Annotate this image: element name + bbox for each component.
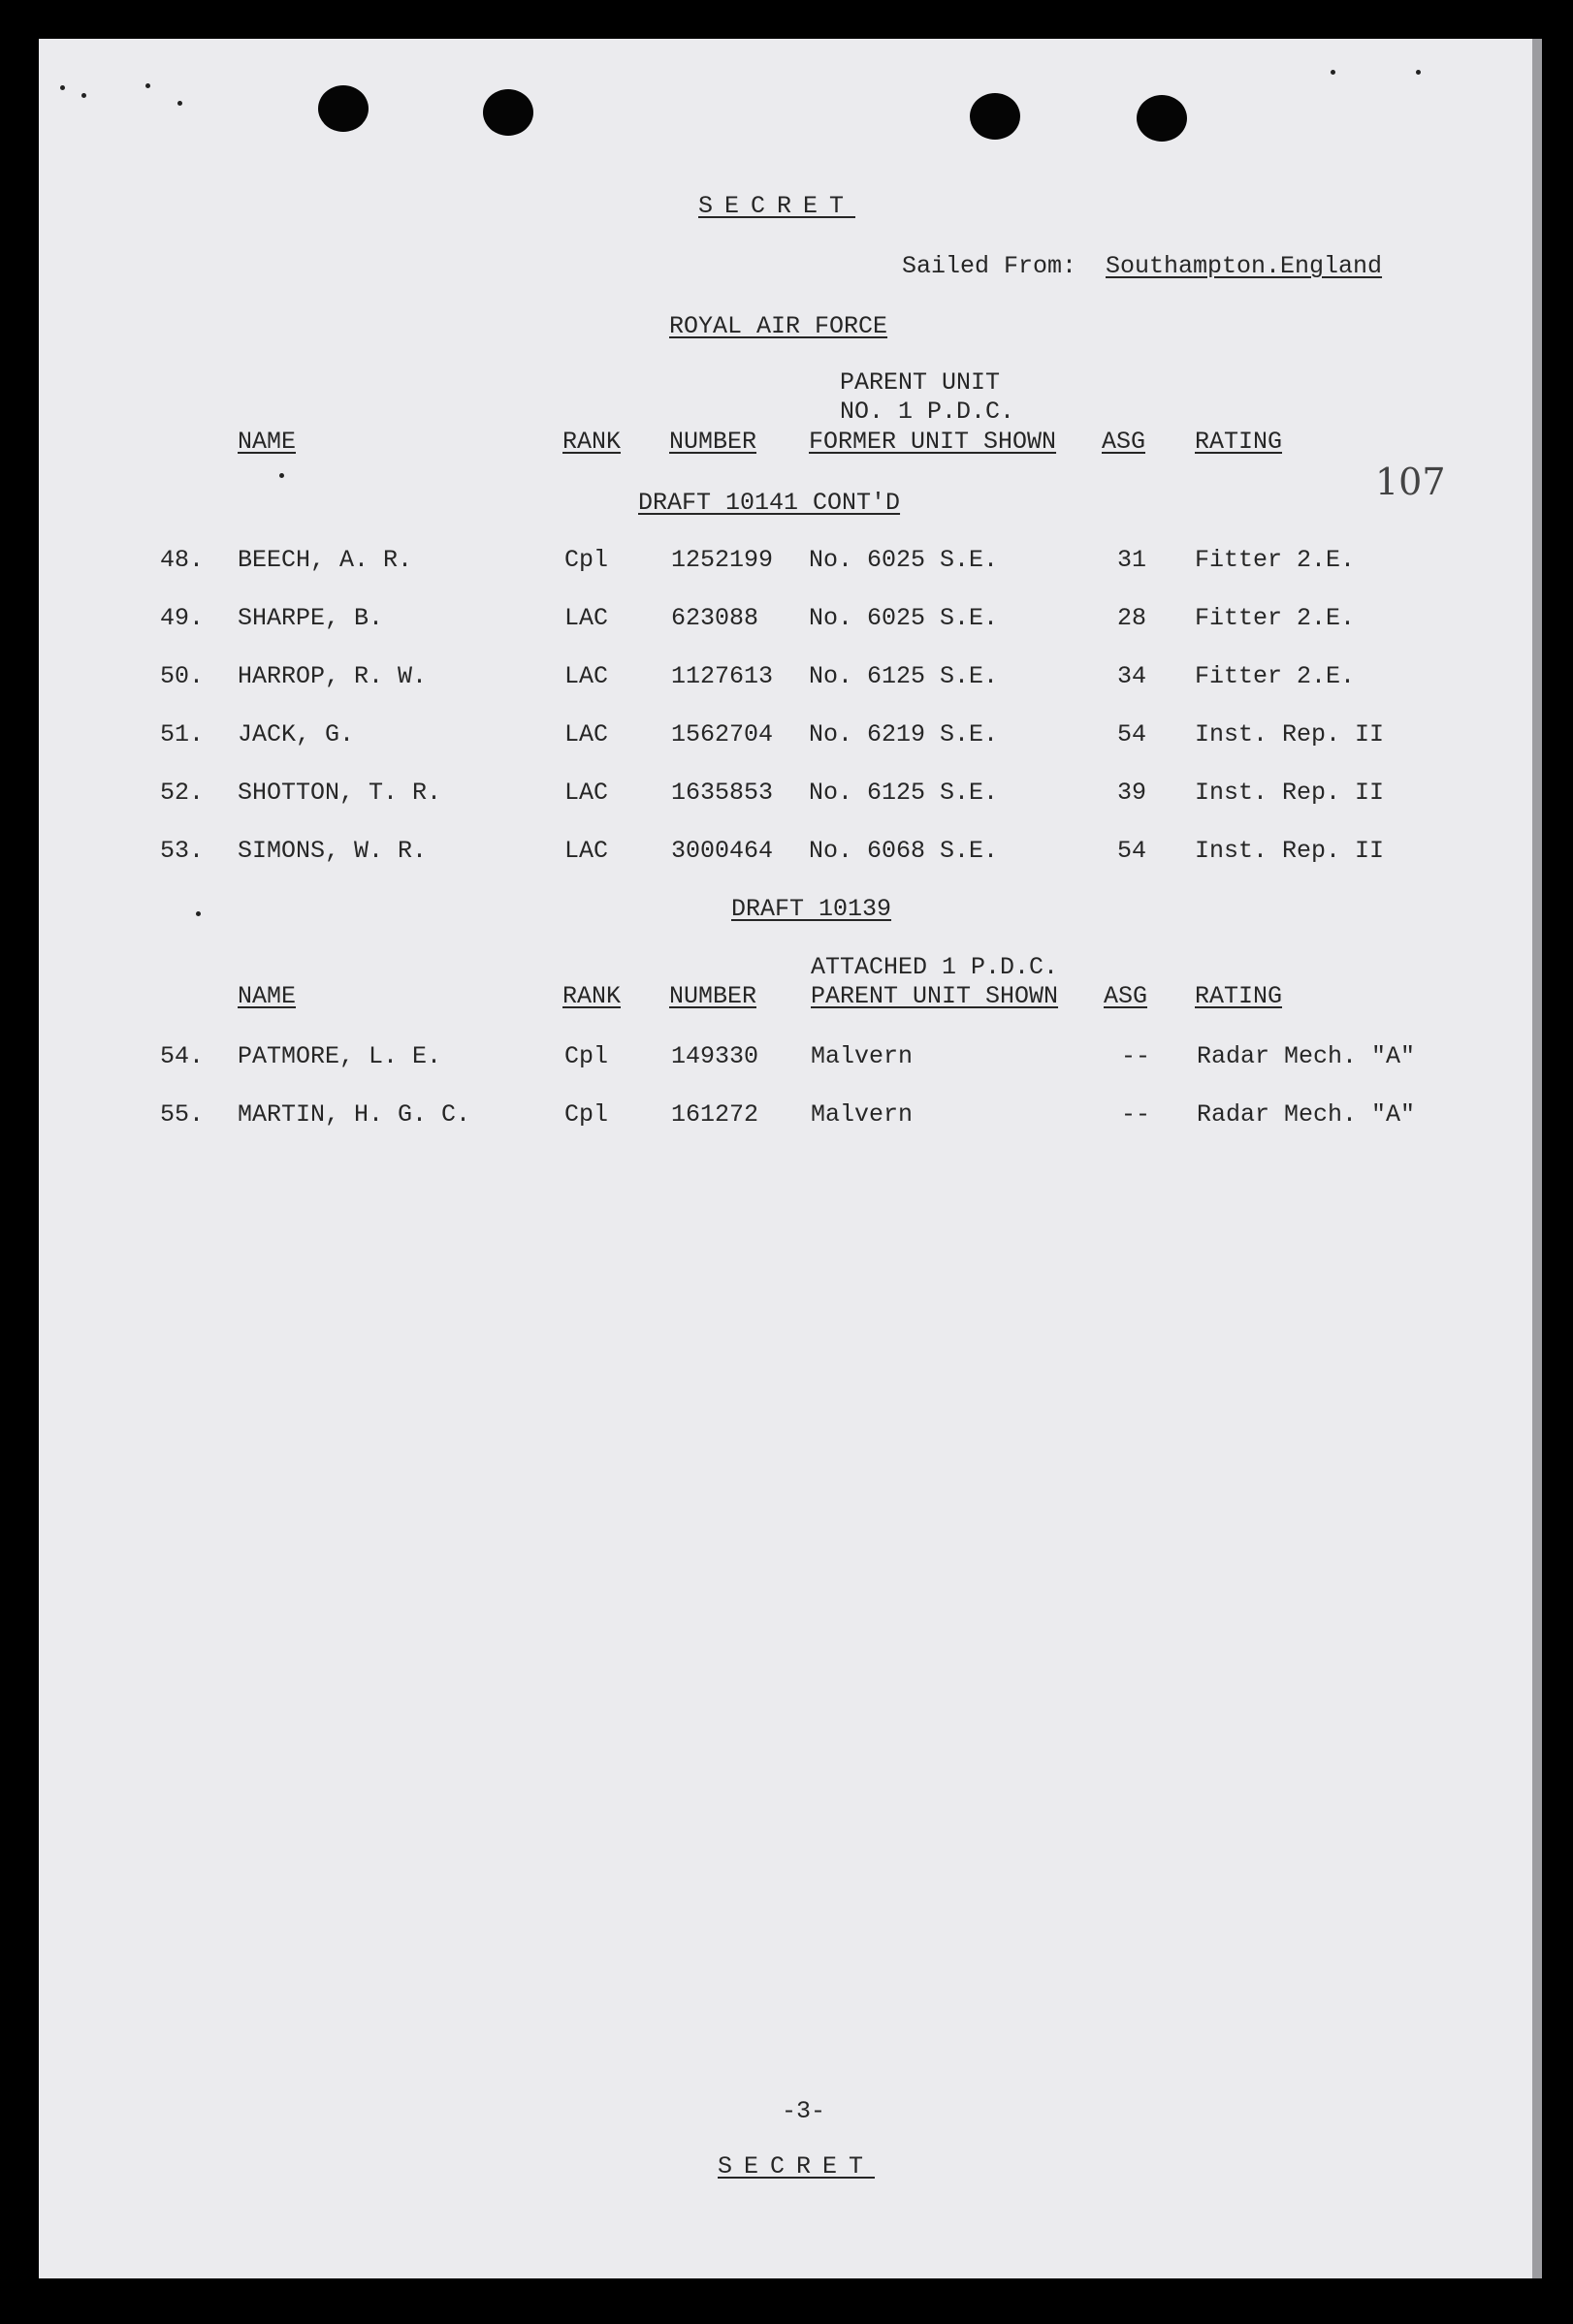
row-number: 55. bbox=[160, 1100, 205, 1129]
row-service-number: 1252199 bbox=[671, 546, 774, 574]
row-unit: No. 6025 S.E. bbox=[809, 604, 999, 632]
row-number: 48. bbox=[160, 546, 205, 574]
row-unit: No. 6068 S.E. bbox=[809, 837, 999, 865]
row-name: JACK, G. bbox=[238, 720, 355, 748]
row-name: SHARPE, B. bbox=[238, 604, 384, 632]
row-number: 49. bbox=[160, 604, 205, 632]
force-name: ROYAL AIR FORCE bbox=[669, 312, 888, 340]
speck bbox=[279, 473, 284, 478]
table-row bbox=[0, 839, 1573, 877]
table-row bbox=[0, 606, 1573, 645]
row-rank: LAC bbox=[564, 720, 609, 748]
col-former-unit-header: FORMER UNIT SHOWN bbox=[809, 428, 1057, 456]
row-service-number: 3000464 bbox=[671, 837, 774, 865]
row-rating: Radar Mech. "A" bbox=[1197, 1100, 1416, 1129]
row-rank: LAC bbox=[564, 662, 609, 690]
col-asg-header: ASG bbox=[1102, 428, 1146, 456]
row-rating: Fitter 2.E. bbox=[1195, 604, 1356, 632]
row-rating: Inst. Rep. II bbox=[1195, 779, 1385, 807]
row-asg: 54 bbox=[1117, 837, 1147, 865]
row-unit: No. 6125 S.E. bbox=[809, 662, 999, 690]
col-name-header: NAME bbox=[238, 982, 297, 1010]
row-service-number: 149330 bbox=[671, 1042, 759, 1070]
row-service-number: 1635853 bbox=[671, 779, 774, 807]
punch-hole bbox=[970, 93, 1020, 140]
parent-unit-line1: PARENT UNIT bbox=[840, 368, 1001, 397]
row-unit: No. 6219 S.E. bbox=[809, 720, 999, 748]
row-asg: 54 bbox=[1117, 720, 1147, 748]
table-row bbox=[0, 548, 1573, 587]
row-rank: LAC bbox=[564, 779, 609, 807]
row-name: MARTIN, H. G. C. bbox=[238, 1100, 471, 1129]
attached-line: ATTACHED 1 P.D.C. bbox=[811, 953, 1059, 981]
table-row bbox=[0, 1102, 1573, 1141]
punch-hole bbox=[1137, 95, 1187, 142]
punch-hole bbox=[483, 89, 533, 136]
row-asg: -- bbox=[1121, 1042, 1151, 1070]
table-row bbox=[0, 722, 1573, 761]
col-number-header: NUMBER bbox=[669, 982, 757, 1010]
punch-hole bbox=[318, 85, 369, 132]
row-rating: Inst. Rep. II bbox=[1195, 837, 1385, 865]
speck bbox=[145, 83, 150, 88]
speck bbox=[81, 93, 86, 98]
classification-header: SECRET bbox=[698, 192, 856, 220]
col-name-header: NAME bbox=[238, 428, 297, 456]
row-name: SHOTTON, T. R. bbox=[238, 779, 442, 807]
col-rank-header: RANK bbox=[562, 982, 622, 1010]
row-name: BEECH, A. R. bbox=[238, 546, 413, 574]
col-number-header: NUMBER bbox=[669, 428, 757, 456]
row-service-number: 1562704 bbox=[671, 720, 774, 748]
row-rank: Cpl bbox=[564, 546, 609, 574]
speck bbox=[177, 101, 182, 106]
sailed-from-label: Sailed From: bbox=[902, 252, 1077, 280]
row-rank: LAC bbox=[564, 604, 609, 632]
row-number: 51. bbox=[160, 720, 205, 748]
row-number: 54. bbox=[160, 1042, 205, 1070]
page-number: -3- bbox=[782, 2097, 826, 2125]
row-unit: Malvern bbox=[811, 1100, 914, 1129]
speck bbox=[1416, 70, 1421, 75]
col-rating-header: RATING bbox=[1195, 428, 1283, 456]
row-asg: 28 bbox=[1117, 604, 1147, 632]
classification-footer: SECRET bbox=[718, 2152, 876, 2181]
row-rank: Cpl bbox=[564, 1100, 609, 1129]
page-stamp: 107 bbox=[1375, 461, 1446, 503]
row-rating: Radar Mech. "A" bbox=[1197, 1042, 1416, 1070]
row-service-number: 1127613 bbox=[671, 662, 774, 690]
row-asg: 34 bbox=[1117, 662, 1147, 690]
row-name: HARROP, R. W. bbox=[238, 662, 428, 690]
parent-unit-line2: NO. 1 P.D.C. bbox=[840, 398, 1015, 426]
row-name: SIMONS, W. R. bbox=[238, 837, 428, 865]
col-rating-header: RATING bbox=[1195, 982, 1283, 1010]
row-rating: Fitter 2.E. bbox=[1195, 662, 1356, 690]
row-service-number: 161272 bbox=[671, 1100, 759, 1129]
row-number: 50. bbox=[160, 662, 205, 690]
row-number: 52. bbox=[160, 779, 205, 807]
document-page bbox=[39, 39, 1532, 2278]
row-asg: -- bbox=[1121, 1100, 1151, 1129]
draft-label: DRAFT 10139 bbox=[731, 895, 892, 923]
speck bbox=[60, 85, 65, 90]
col-parent-unit-header: PARENT UNIT SHOWN bbox=[811, 982, 1059, 1010]
row-service-number: 623088 bbox=[671, 604, 759, 632]
row-number: 53. bbox=[160, 837, 205, 865]
row-asg: 39 bbox=[1117, 779, 1147, 807]
row-unit: Malvern bbox=[811, 1042, 914, 1070]
row-unit: No. 6125 S.E. bbox=[809, 779, 999, 807]
row-unit: No. 6025 S.E. bbox=[809, 546, 999, 574]
row-rank: LAC bbox=[564, 837, 609, 865]
table-row bbox=[0, 664, 1573, 703]
table-row bbox=[0, 780, 1573, 819]
row-rating: Inst. Rep. II bbox=[1195, 720, 1385, 748]
row-rating: Fitter 2.E. bbox=[1195, 546, 1356, 574]
row-asg: 31 bbox=[1117, 546, 1147, 574]
row-rank: Cpl bbox=[564, 1042, 609, 1070]
col-asg-header: ASG bbox=[1104, 982, 1148, 1010]
draft-label: DRAFT 10141 CONT'D bbox=[638, 489, 901, 517]
speck bbox=[196, 911, 201, 916]
page-edge-shadow bbox=[1532, 39, 1542, 2278]
row-name: PATMORE, L. E. bbox=[238, 1042, 442, 1070]
sailed-from-value: Southampton.England bbox=[1106, 252, 1383, 280]
col-rank-header: RANK bbox=[562, 428, 622, 456]
table-row bbox=[0, 1044, 1573, 1083]
speck bbox=[1331, 70, 1335, 75]
